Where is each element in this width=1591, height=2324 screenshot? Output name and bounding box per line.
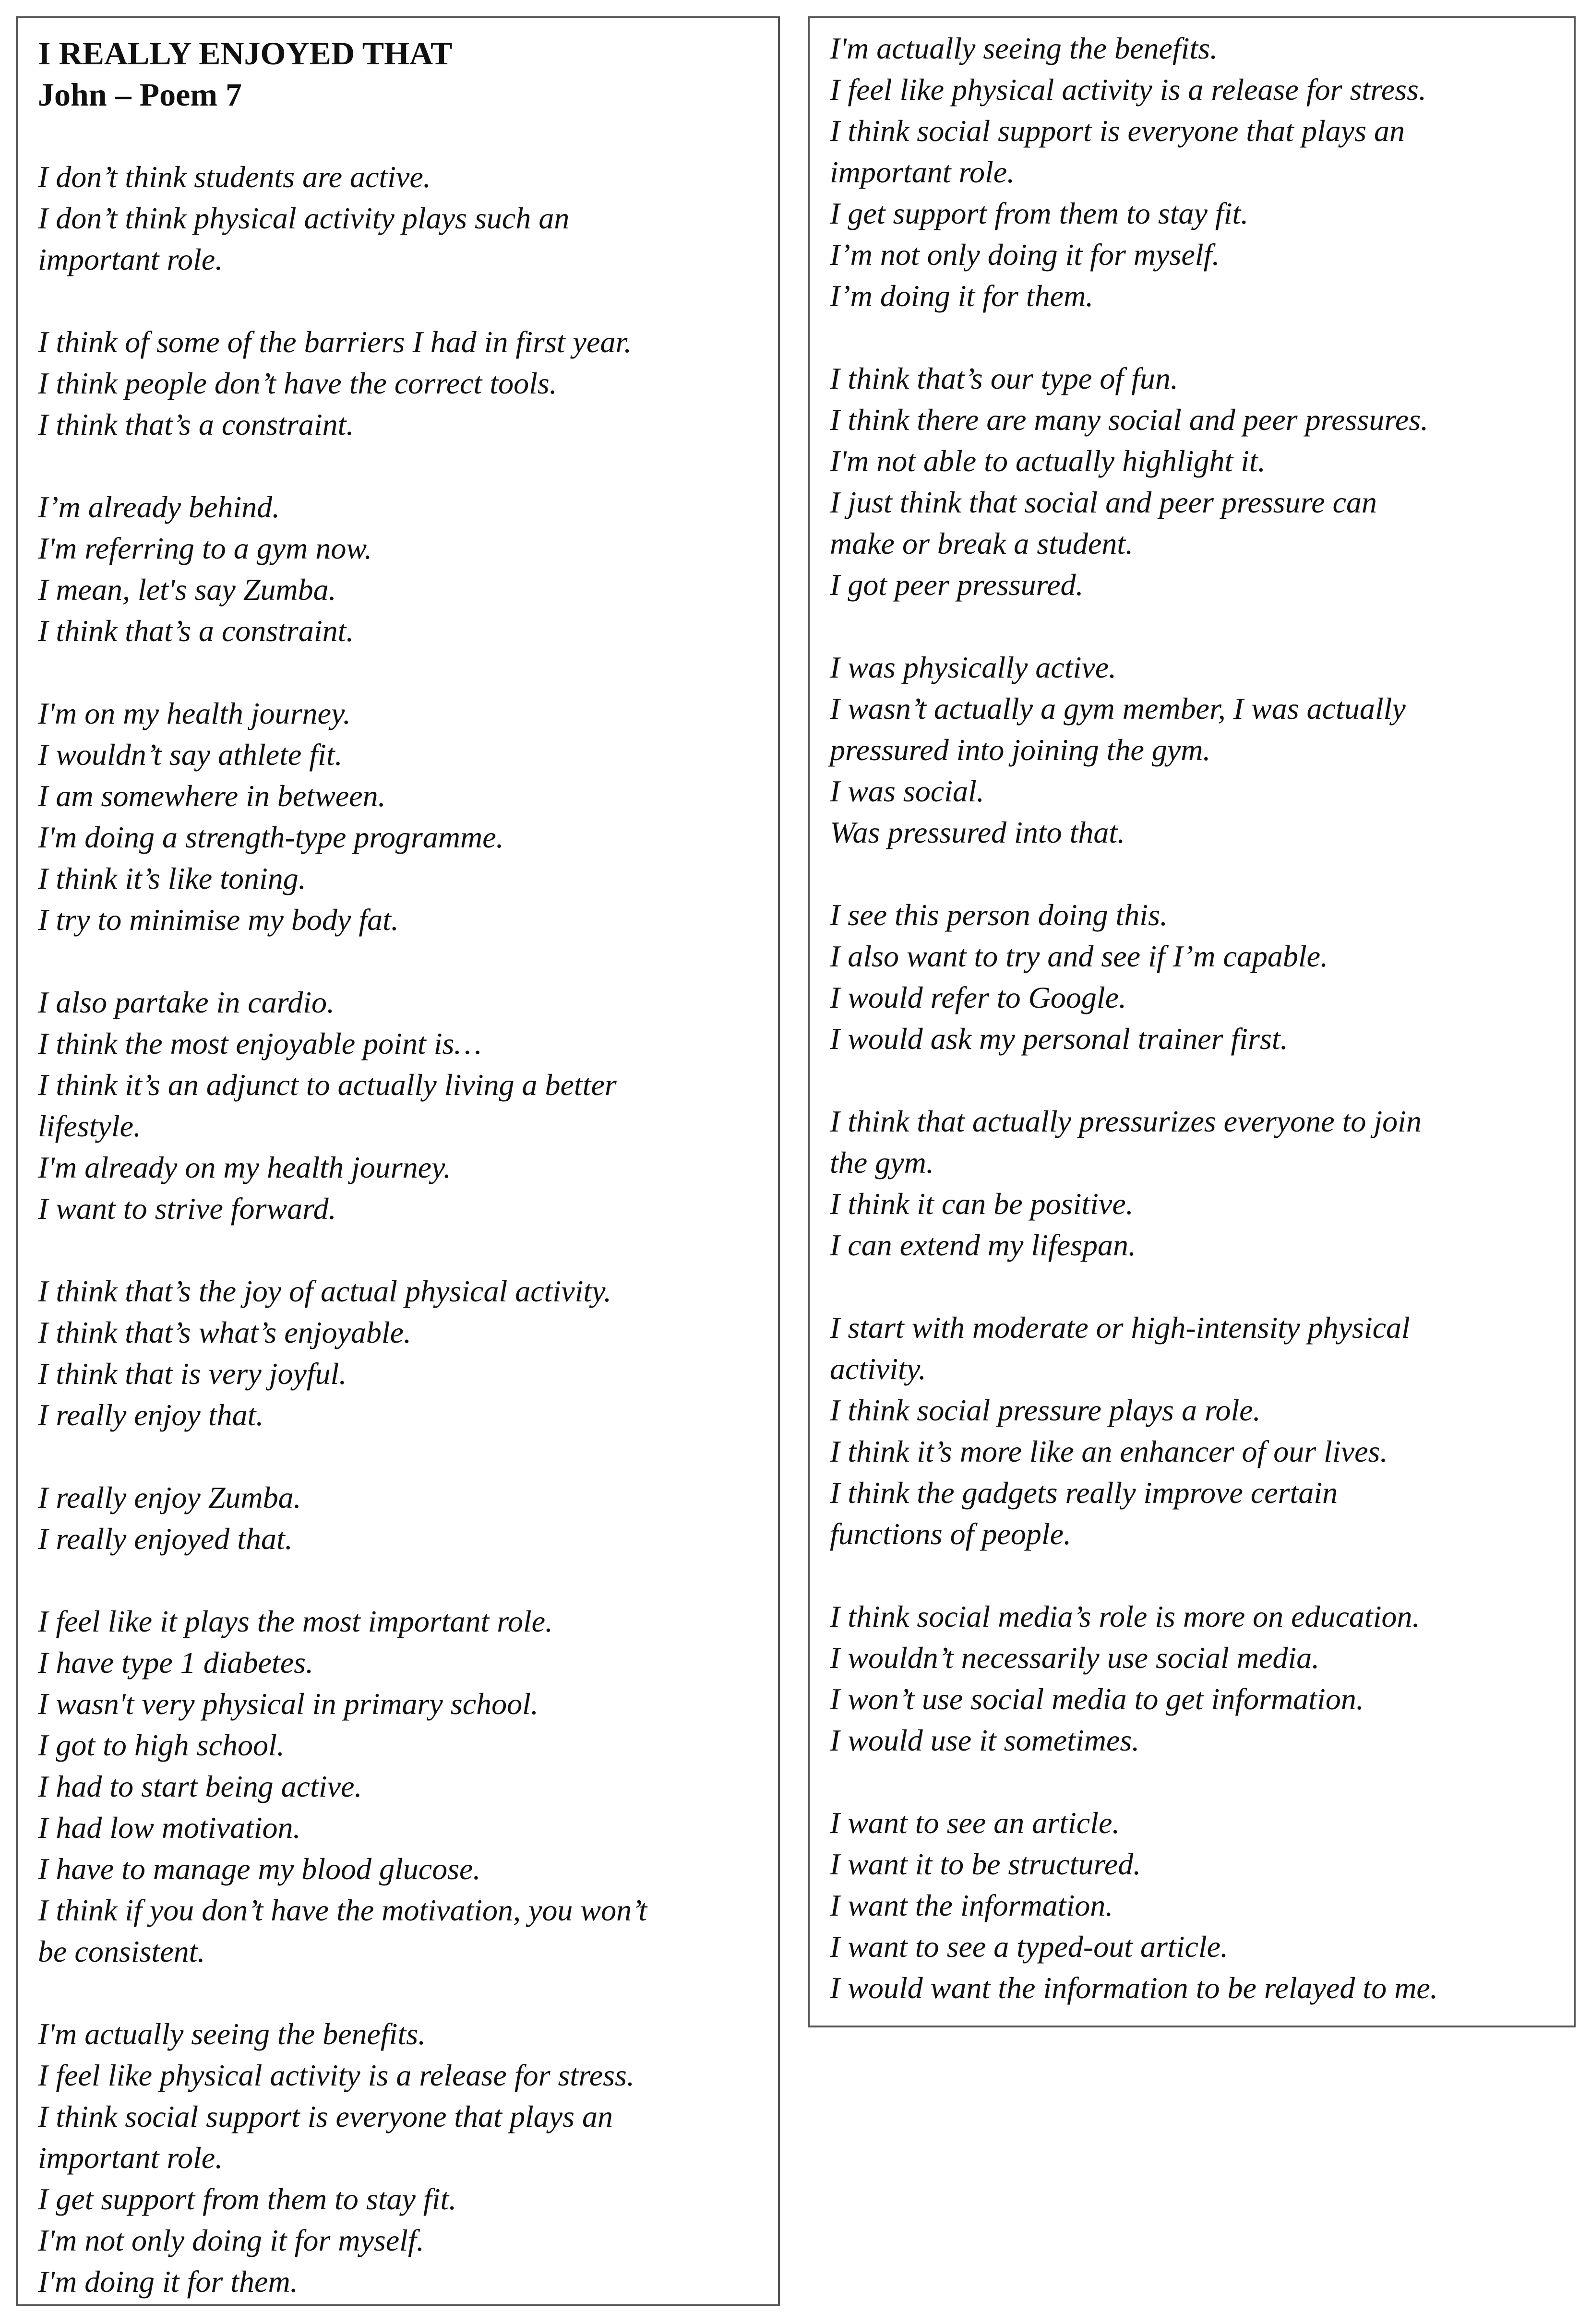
poem-left-column [16,16,780,2306]
poem-line: I'm not only doing it for myself. [38,2223,424,2257]
poem-line: I think that is very joyful. [38,1357,347,1391]
poem-line: I'm doing it for them. [38,2264,298,2299]
poem-line: I want to see an article. [830,1806,1120,1840]
poem-line: I think that’s what’s enjoyable. [38,1315,412,1349]
poem-line: I feel like it plays the most important role. [38,1604,553,1638]
poem-line: I also want to try and see if I’m capable. [830,939,1328,973]
stanza [38,693,768,941]
poem-line: I don’t think physical activity plays such an [38,201,570,235]
poem-line: I see this person doing this. [830,898,1168,932]
poem-line: I think social support is everyone that plays an [38,2099,613,2133]
poem-line: I think the most enjoyable point is… [38,1026,482,1061]
poem-line: I think that’s a constraint. [38,614,354,648]
poem-line: I'm actually seeing the benefits. [830,31,1218,65]
poem-line: I had low motivation. [38,1811,301,1845]
poem-line: I think that actually pressurizes everyone to join [830,1104,1422,1138]
poem-line: important role. [830,155,1015,189]
poem-line: important role. [38,2141,223,2175]
poem-line: I have type 1 diabetes. [38,1645,313,1680]
poem-line: I want to strive forward. [38,1192,336,1226]
poem-line: I wouldn’t say athlete fit. [38,738,343,772]
poem-line: I won’t use social media to get information. [830,1682,1364,1716]
poem-line: I think that’s a constraint. [38,407,354,441]
poem-line: I want it to be structured. [830,1847,1141,1881]
poem-line: I get support from them to stay fit. [830,196,1249,230]
poem-line: I wasn't very physical in primary school. [38,1687,538,1721]
stanza [38,1271,768,1436]
stanza [38,982,768,1229]
poem-line: I don’t think students are active. [38,160,431,194]
poem-line: I want the information. [830,1888,1113,1922]
poem-line: I got to high school. [38,1728,285,1762]
poem-line: make or break a student. [830,526,1134,560]
poem-line: I would refer to Google. [830,980,1126,1014]
poem-line: be consistent. [38,1934,205,1968]
poem-line: I also partake in cardio. [38,985,335,1019]
poem-line: I just think that social and peer pressure can [830,485,1377,519]
poem-line: I think that’s the joy of actual physical activity. [38,1274,612,1308]
poem-line: the gym. [830,1145,934,1180]
right-column-body [830,28,1564,2009]
stanza [830,647,1564,853]
poem-line: I think there are many social and peer pressures. [830,403,1429,437]
poem-line: I'm not able to actually highlight it. [830,444,1266,478]
poem-line: I have to manage my blood glucose. [38,1852,481,1886]
poem-line: I think of some of the barriers I had in first year. [38,325,632,359]
stanza [38,322,768,445]
poem-line: important role. [38,242,223,276]
poem-line: I feel like physical activity is a release for stress. [830,72,1426,107]
poem-line: I'm already on my health journey. [38,1150,451,1184]
poem-line: I’m doing it for them. [830,279,1094,313]
poem-line: I can extend my lifespan. [830,1228,1136,1262]
stanza [830,894,1564,1060]
poem-title: I REALLY ENJOYED THAT [38,35,453,72]
poem-line: I really enjoy that. [38,1398,264,1432]
poem-line: I think it can be positive. [830,1187,1134,1221]
poem-line: I got peer pressured. [830,568,1084,602]
stanza [38,1601,768,1972]
poem-line: I'm actually seeing the benefits. [38,2017,426,2051]
stanza [830,1802,1564,2009]
stanza [38,487,768,652]
poem-line: pressured into joining the gym. [830,733,1211,767]
poem-line: I really enjoyed that. [38,1522,293,1556]
stanza [38,2014,768,2302]
poem-line: I get support from them to stay fit. [38,2182,457,2216]
stanza [38,156,768,280]
poem-line: I start with moderate or high-intensity physical [830,1311,1410,1345]
poem-line: I really enjoy Zumba. [38,1480,301,1514]
poem-line: I would want the information to be relayed to me. [830,1971,1438,2005]
poem-line: I think the gadgets really improve certain [830,1476,1338,1510]
stanza [38,1477,768,1560]
poem-line: functions of people. [830,1517,1072,1551]
poem-line: I think social media’s role is more on education. [830,1599,1420,1633]
poem-line: I feel like physical activity is a release for stress. [38,2058,634,2092]
poem-line: I'm doing a strength-type programme. [38,820,504,854]
poem-line: I was physically active. [830,650,1117,684]
poem-line: I try to minimise my body fat. [38,903,399,937]
poem-line: I wasn’t actually a gym member, I was actually [830,691,1406,726]
poem-line: I would ask my personal trainer first. [830,1022,1288,1056]
poem-line: I mean, let's say Zumba. [38,572,336,607]
poem-line: I think social support is everyone that plays an [830,114,1405,148]
poem-line: I want to see a typed-out article. [830,1930,1229,1964]
poem-line: I think that’s our type of fun. [830,361,1178,395]
poem-line: Was pressured into that. [830,815,1125,849]
poem-line: I'm referring to a gym now. [38,531,372,565]
poem-line: I had to start being active. [38,1769,362,1803]
left-column-body [38,156,768,2302]
stanza [830,1307,1564,1555]
poem-line: I think if you don’t have the motivation, you won’t [38,1893,647,1927]
poem-line: I’m already behind. [38,490,280,524]
poem-line: I’m not only doing it for myself. [830,238,1220,272]
poem-line: I'm on my health journey. [38,696,351,730]
poem-line: I was social. [830,774,984,808]
stanza [830,1101,1564,1266]
poem-subtitle: John – Poem 7 [38,76,242,113]
stanza [830,1596,1564,1761]
stanza [830,358,1564,606]
poem-line: I think people don’t have the correct tools. [38,366,557,400]
poem-line: I think it’s an adjunct to actually living a better [38,1068,617,1102]
poem-line: I wouldn’t necessarily use social media. [830,1641,1320,1675]
poem-line: I am somewhere in between. [38,779,386,813]
poem-line: I think it’s like toning. [38,861,306,895]
poem-line: activity. [830,1352,926,1386]
poem-line: I think it’s more like an enhancer of our lives. [830,1434,1388,1468]
poem-line: lifestyle. [38,1109,142,1143]
poem-right-column [808,16,1576,2027]
stanza [830,28,1564,317]
poem-line: I would use it sometimes. [830,1723,1140,1757]
poem-line: I think social pressure plays a role. [830,1393,1261,1427]
